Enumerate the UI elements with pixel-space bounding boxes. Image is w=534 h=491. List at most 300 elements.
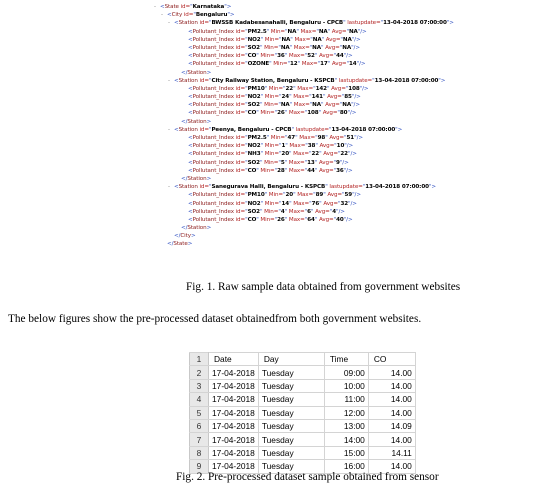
xml-token-tag: State: [173, 241, 188, 248]
xml-token-attr: Min=: [267, 85, 284, 92]
xml-token-punct: ": [266, 135, 270, 141]
xml-token-punct: ": [289, 102, 293, 109]
xml-token-val: NA: [348, 28, 358, 35]
xml-token-punct: ": [309, 200, 312, 207]
xml-token-val: NA: [318, 28, 328, 35]
time-cell[interactable]: 14:00: [324, 433, 368, 446]
xml-token-val: 13: [307, 159, 315, 166]
xml-token-punct: ": [256, 110, 259, 117]
xml-token-punct: ": [333, 216, 337, 223]
xml-token-punct: ": [278, 200, 282, 207]
table-header-row: [190, 353, 416, 366]
xml-token-val: NA: [280, 102, 290, 109]
collapse-toggle-icon[interactable]: -: [154, 4, 156, 10]
xml-token-val: CO: [247, 110, 257, 117]
xml-line: [154, 159, 484, 167]
xml-token-punct: >: [187, 241, 193, 248]
day-cell[interactable]: Tuesday: [258, 460, 324, 473]
xml-token-punct: ": [274, 167, 278, 174]
time-cell[interactable]: 16:00: [324, 460, 368, 473]
table-row: [190, 433, 416, 446]
xml-token-val: NA: [342, 102, 352, 109]
xml-token-tag: City: [180, 233, 191, 240]
xml-token-punct: <: [188, 36, 193, 43]
xml-token-punct: ": [304, 53, 308, 60]
xml-token-punct: ": [245, 200, 248, 207]
xml-token-attr: id=: [233, 36, 246, 43]
xml-token-val: Karnataka: [192, 4, 225, 10]
xml-token-punct: <: [188, 53, 193, 60]
xml-token-punct: ": [285, 143, 288, 150]
xml-token-val: NA: [280, 44, 290, 51]
xml-token-punct: <: [188, 28, 193, 35]
xml-token-attr: Min=: [267, 192, 284, 199]
xml-token-attr: id=: [233, 44, 246, 51]
xml-token-punct: ": [285, 28, 288, 35]
xml-line: [154, 28, 484, 36]
xml-token-tag: Pollutant_Index: [192, 216, 234, 223]
xml-token-attr: Avg=: [329, 85, 346, 92]
xml-token-val: 22: [311, 151, 320, 158]
xml-token-punct: ": [293, 85, 296, 92]
xml-token-attr: id=: [233, 208, 246, 215]
day-cell[interactable]: Tuesday: [258, 419, 324, 432]
xml-token-val: 10: [336, 143, 345, 150]
xml-token-punct: ": [333, 167, 337, 174]
xml-token-punct: ">: [438, 77, 446, 84]
xml-token-tag: Pollutant_Index: [192, 192, 234, 199]
xml-token-punct: <: [174, 126, 179, 133]
xml-token-val: 40: [336, 216, 344, 223]
xml-token-attr: Avg=: [330, 28, 347, 35]
xml-token-punct: >: [206, 69, 212, 76]
xml-token-tag: Pollutant_Index: [192, 151, 234, 158]
xml-token-attr: id=: [233, 159, 246, 166]
xml-token-attr: id=: [182, 12, 194, 19]
xml-token-punct: ": [245, 216, 248, 223]
xml-token-punct: ": [380, 20, 384, 27]
xml-token-punct: </: [181, 69, 188, 76]
xml-token-punct: >: [206, 118, 212, 125]
xml-token-tag: City: [171, 12, 183, 19]
day-cell[interactable]: Tuesday: [258, 433, 324, 446]
xml-token-punct: ": [284, 167, 288, 174]
date-cell[interactable]: 17-04-2018: [209, 460, 259, 473]
xml-token-attr: Min=: [262, 102, 279, 109]
xml-token-punct: "/>: [343, 216, 353, 223]
co-cell[interactable]: 14.11: [368, 446, 415, 459]
xml-token-punct: ": [278, 94, 282, 101]
xml-token-punct: ": [287, 61, 291, 68]
xml-token-val: 17: [320, 61, 328, 68]
xml-token-punct: ": [245, 53, 248, 60]
xml-token-val: 141: [311, 94, 323, 101]
xml-line: [154, 77, 484, 85]
xml-token-punct: ": [326, 85, 330, 92]
xml-token-punct: ">: [395, 126, 403, 133]
xml-token-attr: id=: [233, 85, 246, 92]
xml-token-punct: ": [278, 44, 281, 51]
xml-token-val: 85: [344, 94, 352, 101]
date-cell[interactable]: 17-04-2018: [209, 393, 259, 406]
xml-token-tag: Station: [187, 69, 207, 76]
column-header-day[interactable]: Day: [258, 353, 324, 366]
row-number[interactable]: 4: [190, 393, 209, 406]
column-header-time[interactable]: Time: [324, 353, 368, 366]
xml-token-val: 13-04-2018 07:00:00: [383, 20, 447, 27]
xml-token-val: 9: [336, 159, 340, 166]
xml-token-val: OZONE: [247, 61, 270, 68]
xml-token-tag: Pollutant_Index: [192, 200, 234, 207]
xml-token-attr: Avg=: [323, 44, 340, 51]
xml-token-punct: ": [317, 61, 321, 68]
time-cell[interactable]: 10:00: [324, 379, 368, 392]
xml-token-punct: ": [208, 126, 212, 133]
xml-token-val: NA: [287, 28, 297, 35]
xml-token-punct: ": [323, 192, 326, 199]
date-cell[interactable]: 17-04-2018: [209, 446, 259, 459]
xml-line: [154, 3, 484, 11]
xml-token-punct: ": [304, 159, 308, 166]
xml-token-punct: ": [278, 208, 281, 215]
co-cell[interactable]: 14.00: [368, 379, 415, 392]
xml-token-attr: id=: [233, 135, 246, 141]
xml-token-val: 5: [280, 159, 285, 166]
table-row: [190, 379, 416, 392]
xml-token-val: 89: [315, 192, 324, 199]
xml-token-tag: Pollutant_Index: [192, 28, 234, 35]
xml-token-punct: ": [314, 167, 318, 174]
xml-line: [154, 134, 484, 142]
xml-token-attr: lastupdate=: [337, 77, 373, 84]
xml-token-val: BWSSB Kadabesanahalli, Bengaluru - CPCB: [211, 20, 344, 27]
date-cell[interactable]: 17-04-2018: [209, 366, 259, 379]
table-row: [190, 446, 416, 459]
row-number[interactable]: 9: [190, 460, 209, 473]
xml-token-val: NA: [281, 36, 291, 43]
day-cell[interactable]: Tuesday: [258, 393, 324, 406]
xml-token-punct: ": [274, 53, 278, 60]
xml-token-punct: ": [290, 36, 293, 43]
xml-token-punct: <: [188, 192, 193, 199]
xml-token-punct: ": [278, 143, 282, 150]
xml-token-punct: ": [320, 44, 324, 51]
xml-token-punct: ": [309, 102, 313, 109]
xml-token-attr: Avg=: [317, 53, 334, 60]
xml-token-punct: ": [310, 208, 314, 215]
table-row: [190, 419, 416, 432]
xml-token-tag: Pollutant_Index: [192, 135, 234, 141]
xml-token-punct: ": [343, 20, 346, 27]
time-cell[interactable]: 11:00: [324, 393, 368, 406]
xml-token-attr: id=: [233, 61, 246, 68]
xml-token-val: 26: [277, 110, 285, 117]
xml-token-tag: Station: [187, 175, 207, 182]
xml-token-punct: ": [341, 94, 345, 101]
xml-token-punct: ": [314, 159, 318, 166]
xml-token-punct: ": [297, 61, 301, 68]
xml-token-punct: ">: [428, 184, 436, 191]
xml-token-punct: <: [188, 94, 193, 101]
xml-token-punct: ": [260, 94, 264, 101]
xml-token-attr: Min=: [271, 61, 288, 68]
xml-line: [154, 175, 484, 183]
day-cell[interactable]: Tuesday: [258, 446, 324, 459]
xml-token-attr: Max=: [292, 36, 311, 43]
xml-line: [154, 126, 484, 134]
xml-token-val: SO2: [247, 44, 260, 51]
xml-token-punct: <: [188, 44, 193, 51]
xml-token-punct: ": [334, 77, 338, 84]
xml-token-attr: id=: [233, 216, 246, 223]
day-cell[interactable]: Tuesday: [258, 366, 324, 379]
xml-token-attr: id=: [233, 53, 246, 60]
row-number[interactable]: 6: [190, 419, 209, 432]
xml-token-tag: Pollutant_Index: [192, 159, 234, 166]
xml-token-punct: ": [313, 85, 316, 92]
xml-token-val: 14: [349, 61, 357, 68]
xml-token-attr: Max=: [287, 143, 306, 150]
xml-token-punct: <: [188, 85, 193, 92]
xml-token-val: PM10: [247, 192, 265, 199]
xml-token-tag: Pollutant_Index: [192, 167, 234, 174]
xml-token-punct: ": [289, 151, 292, 158]
xml-document-view: [154, 3, 484, 249]
co-cell[interactable]: 14.00: [368, 433, 415, 446]
xml-token-attr: Avg=: [313, 208, 330, 215]
xml-token-punct: ": [289, 200, 292, 207]
xml-token-punct: ": [329, 126, 332, 133]
xml-token-val: 4: [332, 208, 337, 215]
xml-token-tag: Pollutant_Index: [192, 110, 234, 117]
xml-line: [154, 224, 484, 232]
collapse-toggle-icon[interactable]: -: [168, 126, 170, 133]
xml-token-tag: Pollutant_Index: [192, 102, 234, 109]
xml-token-punct: ": [320, 102, 324, 109]
xml-token-punct: ": [245, 85, 248, 92]
xml-token-val: 64: [307, 216, 315, 223]
xml-token-val: Sanegurava Halli, Bengaluru - KSPCB: [211, 184, 326, 191]
xml-token-val: 108: [307, 110, 319, 117]
co-cell[interactable]: 14.00: [368, 393, 415, 406]
xml-token-punct: <: [174, 77, 179, 84]
row-number[interactable]: 2: [190, 366, 209, 379]
table-row: [190, 406, 416, 419]
xml-token-attr: id=: [197, 184, 209, 191]
row-number[interactable]: 8: [190, 446, 209, 459]
xml-token-attr: Avg=: [321, 151, 338, 158]
co-cell[interactable]: 14.09: [368, 419, 415, 432]
xml-token-punct: ": [284, 159, 288, 166]
xml-token-tag: Pollutant_Index: [192, 44, 234, 51]
xml-token-punct: <: [188, 102, 193, 109]
xml-token-attr: id=: [197, 77, 209, 84]
xml-token-attr: Min=: [258, 53, 275, 60]
xml-token-punct: ": [245, 167, 248, 174]
time-cell[interactable]: 12:00: [324, 406, 368, 419]
xml-token-val: PM2.5: [247, 28, 267, 35]
xml-line: [154, 208, 484, 216]
xml-token-punct: ": [245, 135, 248, 141]
xml-token-punct: ">: [227, 12, 235, 19]
collapse-toggle-icon[interactable]: -: [168, 77, 170, 84]
xml-token-val: 59: [344, 192, 353, 199]
xml-token-tag: Station: [178, 77, 198, 84]
xml-token-punct: ": [314, 53, 318, 60]
collapse-toggle-icon[interactable]: -: [168, 184, 170, 191]
xml-token-punct: <: [188, 151, 193, 158]
xml-token-punct: ": [295, 135, 298, 141]
xml-token-val: 6: [307, 208, 311, 215]
xml-token-val: SO2: [247, 159, 260, 166]
xml-token-punct: ": [260, 200, 264, 207]
xml-token-punct: "/>: [347, 110, 357, 117]
co-cell[interactable]: 14.00: [368, 366, 415, 379]
date-cell[interactable]: 17-04-2018: [209, 406, 259, 419]
collapse-toggle-icon[interactable]: -: [161, 12, 163, 19]
row-number[interactable]: 3: [190, 379, 209, 392]
xml-token-punct: ": [315, 143, 318, 150]
xml-token-attr: Min=: [262, 208, 279, 215]
xml-token-attr: Max=: [297, 135, 316, 141]
xml-token-punct: ": [245, 28, 248, 35]
xml-token-attr: id=: [233, 110, 246, 117]
xml-token-val: 80: [339, 110, 348, 117]
xml-token-val: 44: [336, 53, 344, 60]
xml-token-punct: "/>: [348, 200, 357, 207]
xml-token-val: NO2: [247, 143, 261, 150]
xml-token-attr: Avg=: [321, 110, 338, 117]
xml-token-val: NO2: [247, 36, 261, 43]
xml-token-punct: ": [321, 36, 325, 43]
xml-token-attr: Max=: [292, 102, 310, 109]
xml-line: [154, 101, 484, 109]
xml-token-attr: Max=: [287, 216, 305, 223]
xml-line: [154, 60, 484, 68]
xml-token-punct: ": [333, 53, 337, 60]
xml-token-val: 44: [307, 167, 315, 174]
xml-token-attr: Avg=: [325, 192, 342, 199]
time-cell[interactable]: 15:00: [324, 446, 368, 459]
xml-token-punct: "/>: [352, 192, 361, 199]
xml-token-punct: "/>: [351, 44, 360, 51]
xml-token-punct: ": [259, 44, 263, 51]
xml-token-punct: ": [269, 61, 272, 68]
xml-token-punct: ": [260, 143, 264, 150]
xml-token-attr: Max=: [291, 94, 310, 101]
xml-token-punct: ": [315, 135, 318, 141]
xml-token-punct: ": [264, 85, 268, 92]
time-cell[interactable]: 13:00: [324, 419, 368, 432]
row-number[interactable]: 7: [190, 433, 209, 446]
xml-token-attr: Min=: [263, 36, 279, 43]
xml-token-val: 13-04-2018 07:00:00: [331, 126, 396, 133]
xml-token-punct: <: [188, 216, 193, 223]
xml-token-val: 52: [307, 53, 315, 60]
xml-token-punct: </: [174, 233, 181, 240]
xml-token-val: 108: [348, 85, 360, 92]
xml-token-attr: Max=: [287, 110, 305, 117]
date-cell[interactable]: 17-04-2018: [209, 419, 259, 432]
xml-token-punct: <: [188, 61, 193, 68]
time-cell[interactable]: 09:00: [324, 366, 368, 379]
xml-token-punct: <: [174, 20, 179, 27]
date-cell[interactable]: 17-04-2018: [209, 433, 259, 446]
xml-line: [154, 36, 484, 44]
xml-token-punct: ": [325, 184, 328, 191]
xml-token-attr: Avg=: [324, 36, 341, 43]
xml-token-punct: </: [181, 225, 188, 232]
xml-token-punct: <: [188, 135, 193, 141]
xml-token-attr: Max=: [295, 85, 314, 92]
xml-token-punct: ": [329, 208, 333, 215]
xml-token-punct: ": [289, 94, 292, 101]
column-header-co[interactable]: CO: [368, 353, 415, 366]
column-header-date[interactable]: Date: [209, 353, 259, 366]
xml-token-punct: ": [284, 110, 288, 117]
xml-token-punct: ": [245, 159, 248, 166]
body-paragraph: The below figures show the pre-processed dataset obtainedfrom both government websites.: [8, 313, 422, 325]
xml-token-val: 12: [290, 61, 298, 68]
xml-token-punct: ": [260, 36, 264, 43]
xml-token-punct: ": [245, 151, 248, 158]
xml-token-punct: "/>: [351, 94, 361, 101]
xml-line: [154, 19, 484, 27]
xml-token-punct: ": [283, 85, 286, 92]
xml-token-punct: ": [283, 192, 286, 199]
xml-token-punct: ": [259, 208, 263, 215]
xml-token-punct: ": [245, 44, 248, 51]
xml-token-punct: ": [304, 110, 308, 117]
xml-token-attr: Max=: [287, 53, 305, 60]
dataset-table: [189, 352, 416, 474]
xml-token-punct: ": [245, 208, 248, 215]
xml-token-punct: ": [305, 143, 308, 150]
day-cell[interactable]: Tuesday: [258, 406, 324, 419]
xml-token-punct: ": [278, 102, 281, 109]
xml-token-attr: Min=: [262, 159, 279, 166]
xml-token-attr: id=: [233, 151, 246, 158]
xml-token-punct: ": [208, 184, 212, 191]
xml-token-punct: ">: [224, 4, 232, 10]
row-number[interactable]: 5: [190, 406, 209, 419]
xml-token-punct: >: [190, 233, 196, 240]
xml-token-attr: Avg=: [321, 200, 338, 207]
xml-token-punct: ": [337, 200, 341, 207]
xml-token-attr: Min=: [262, 44, 279, 51]
xml-token-punct: </: [181, 118, 188, 125]
row-number[interactable]: 1: [190, 353, 209, 366]
xml-token-attr: Max=: [287, 208, 305, 215]
xml-token-punct: ": [309, 44, 313, 51]
xml-token-punct: ": [372, 77, 375, 84]
xml-token-punct: ": [316, 28, 319, 35]
xml-token-punct: ": [310, 36, 313, 43]
xml-token-punct: >: [206, 175, 212, 182]
co-cell[interactable]: 14.00: [368, 406, 415, 419]
date-cell[interactable]: 17-04-2018: [209, 379, 259, 392]
xml-token-val: NA: [312, 44, 321, 51]
xml-token-attr: Min=: [269, 28, 286, 35]
co-cell[interactable]: 14.00: [368, 460, 415, 473]
xml-line: [154, 240, 484, 248]
xml-token-punct: ": [274, 110, 278, 117]
collapse-toggle-icon[interactable]: -: [168, 20, 170, 27]
day-cell[interactable]: Tuesday: [258, 379, 324, 392]
xml-token-punct: "/>: [336, 208, 345, 215]
xml-token-attr: Min=: [263, 143, 279, 150]
xml-token-val: NH3: [247, 151, 261, 158]
